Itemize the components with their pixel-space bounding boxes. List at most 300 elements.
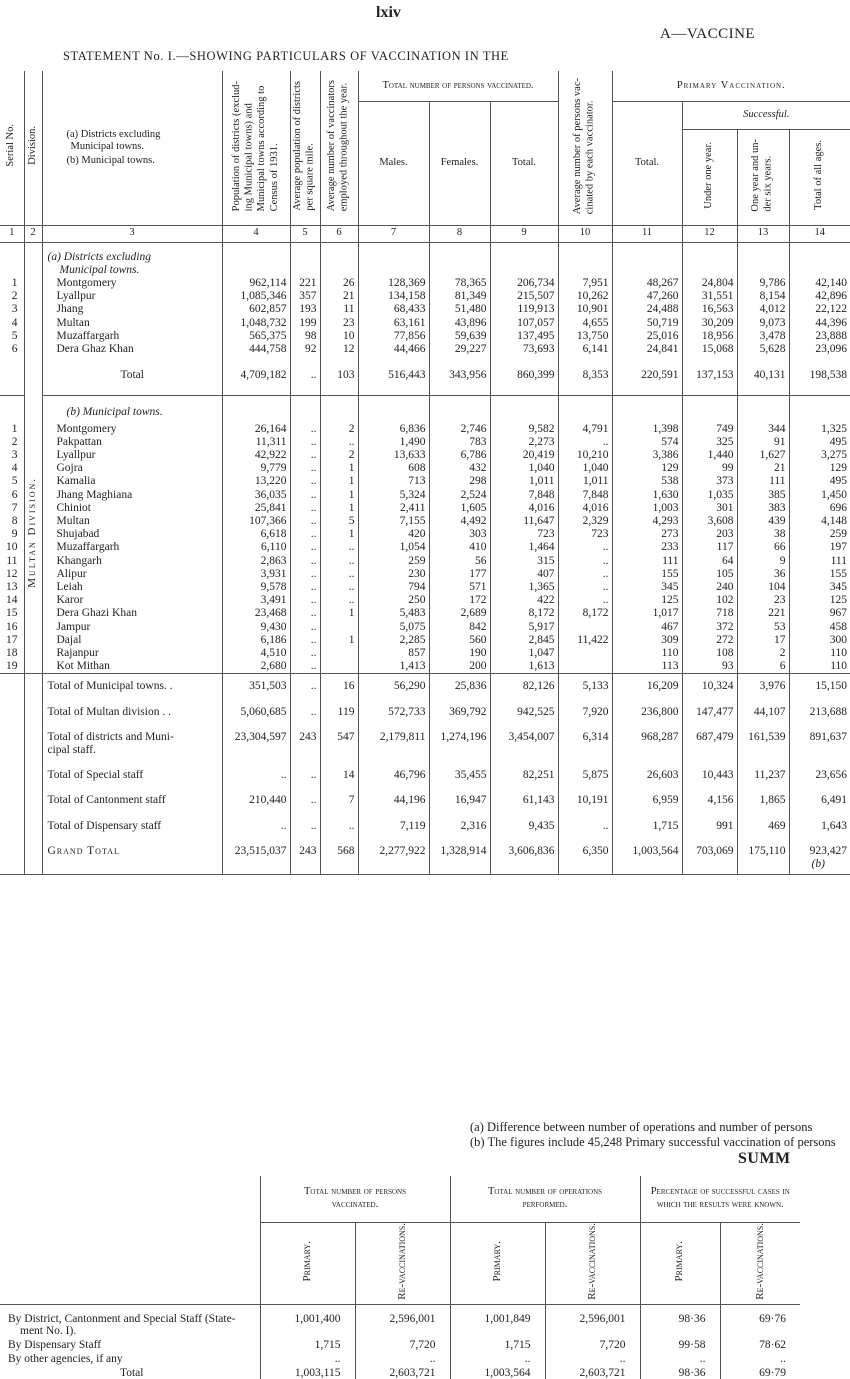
table-row (0, 290, 850, 303)
total-vaccinated-cell: 3,606,836 (490, 839, 558, 875)
avg-per-vaccinator-cell: 10,191 (558, 788, 612, 813)
serial-cell (0, 725, 24, 763)
all-ages-cell: 967 (789, 607, 850, 620)
vaccinators-cell: 23 (320, 317, 358, 330)
serial-cell: 16 (6, 620, 18, 633)
vaccinators-cell: 21 (320, 290, 358, 303)
summary-label-cell: Total (120, 1366, 144, 1379)
all-ages-cell: 345 (789, 581, 850, 594)
section-title: A—VACCINE (660, 26, 756, 42)
density-cell: .. (290, 366, 320, 385)
summary-value-cell: 69·76 (720, 1304, 800, 1337)
total-vaccinated-cell: 137,495 (490, 330, 558, 343)
summary-sub-revaccinations: Re-vaccinations. (545, 1222, 640, 1304)
division-cell (24, 814, 42, 839)
one-to-six-cell: 40,131 (737, 366, 789, 385)
under-one-cell: 18,956 (682, 330, 737, 343)
serial-cell (0, 674, 24, 700)
serial-cell: 5 (11, 475, 18, 488)
empty-cell (429, 396, 490, 423)
vaccinators-cell: 2 (320, 449, 358, 462)
males-cell: 230 (358, 568, 429, 581)
primary-total-cell: 4,293 (612, 515, 682, 528)
primary-total-cell: 220,591 (612, 366, 682, 385)
district-name-cell: Dera Ghaz Khan (42, 343, 222, 356)
avg-per-vaccinator-cell: 6,350 (558, 839, 612, 875)
under-one-cell: 991 (682, 814, 737, 839)
all-ages-cell: 42,896 (789, 290, 850, 303)
males-cell: 77,856 (358, 330, 429, 343)
district-name-cell: Muzaffargarh (42, 330, 222, 343)
vaccinators-cell: 547 (320, 725, 358, 763)
table-row (0, 515, 850, 528)
one-to-six-cell: 9,786 (737, 277, 789, 290)
density-cell: .. (290, 788, 320, 813)
total-label-cell: Total of Multan division . . (42, 700, 222, 725)
vaccinators-cell: 1 (320, 462, 358, 475)
vaccinators-cell: 16 (320, 674, 358, 700)
table-row (0, 568, 850, 581)
serial-cell (0, 396, 24, 423)
under-one-cell: 1,035 (682, 489, 737, 502)
serial-cell: 2 (11, 290, 18, 303)
avg-per-vaccinator-header: Average number of persons vac- cinated by each vaccinator. (558, 71, 612, 225)
summary-group-vaccinated: Total number of persons vaccinated. (260, 1176, 450, 1222)
males-cell: 857 (358, 647, 429, 660)
summary-value-cell: 1,715 (450, 1337, 545, 1351)
division-header: Division. (24, 71, 42, 225)
primary-total-cell: 309 (612, 634, 682, 647)
town-name-cell: Montgomery (42, 423, 222, 436)
avg-per-vaccinator-cell: 4,016 (558, 502, 612, 515)
primary-total-cell: 26,603 (612, 763, 682, 788)
density-cell: .. (290, 634, 320, 647)
vaccinators-cell: 14 (320, 763, 358, 788)
all-ages-cell: 197 (789, 541, 850, 554)
females-cell: 1,328,914 (429, 839, 490, 875)
population-cell: 210,440 (222, 788, 290, 813)
population-cell: 6,110 (222, 541, 290, 554)
all-ages-cell: 1,643 (789, 814, 850, 839)
vaccinators-cell: 5 (320, 515, 358, 528)
one-to-six-cell: 53 (737, 621, 789, 634)
all-ages-cell: 110 (789, 660, 850, 674)
under-one-cell: 15,068 (682, 343, 737, 356)
under-one-cell: 105 (682, 568, 737, 581)
town-name-cell: Leiah (42, 581, 222, 594)
population-cell: 42,922 (222, 449, 290, 462)
females-cell: 16,947 (429, 788, 490, 813)
total-vaccinated-cell: 9,435 (490, 814, 558, 839)
primary-total-cell: 233 (612, 541, 682, 554)
total-vaccinated-cell: 315 (490, 555, 558, 568)
primary-total-cell: 24,841 (612, 343, 682, 356)
total-label-cell: Total of Dispensary staff (42, 814, 222, 839)
division-cell (24, 303, 42, 316)
town-name-cell: Rajanpur (42, 647, 222, 660)
females-cell: 59,639 (429, 330, 490, 343)
total-vaccinated-cell: 1,365 (490, 581, 558, 594)
avg-per-vaccinator-cell: 7,920 (558, 700, 612, 725)
serial-cell: 18 (6, 646, 18, 659)
females-cell: 200 (429, 660, 490, 674)
vaccinators-cell: 103 (320, 366, 358, 385)
all-ages-cell: 23,888 (789, 330, 850, 343)
avg-per-vaccinator-cell: 2,329 (558, 515, 612, 528)
all-ages-cell: 3,275 (789, 449, 850, 462)
summary-sub-primary: Primary. (450, 1222, 545, 1304)
population-cell: 23,515,037 (222, 839, 290, 875)
total-vaccinated-cell: 407 (490, 568, 558, 581)
population-cell: 4,510 (222, 647, 290, 660)
females-cell: 560 (429, 634, 490, 647)
summary-value-cell: .. (640, 1351, 720, 1365)
population-cell: 23,304,597 (222, 725, 290, 763)
one-to-six-cell: 5,628 (737, 343, 789, 356)
table-row (0, 594, 850, 607)
vaccinators-cell: 1 (320, 528, 358, 541)
one-to-six-cell: 38 (737, 528, 789, 541)
density-header: Average population of districts per square mile. (290, 71, 320, 225)
one-to-six-cell: 9 (737, 555, 789, 568)
primary-total-cell: 47,260 (612, 290, 682, 303)
density-cell: .. (290, 462, 320, 475)
avg-per-vaccinator-cell (558, 621, 612, 634)
town-name-cell: Dera Ghazi Khan (42, 607, 222, 620)
vaccinators-cell: 1 (320, 502, 358, 515)
total-vaccinated-cell: 1,047 (490, 647, 558, 660)
males-cell: 250 (358, 594, 429, 607)
vaccinators-cell: .. (320, 568, 358, 581)
avg-per-vaccinator-cell: 4,791 (558, 423, 612, 436)
density-cell: 199 (290, 317, 320, 330)
serial-cell: 19 (6, 660, 18, 673)
total-vaccinated-cell: 82,251 (490, 763, 558, 788)
total-label-cell: Total of Special staff (42, 763, 222, 788)
table-row (0, 330, 850, 343)
population-cell: 962,114 (222, 277, 290, 290)
table-row (0, 277, 850, 290)
one-to-six-cell: 21 (737, 462, 789, 475)
avg-per-vaccinator-cell: 5,133 (558, 674, 612, 700)
vaccinators-cell: 1 (320, 475, 358, 488)
density-cell: .. (290, 436, 320, 449)
summary-value-cell: 99·58 (640, 1337, 720, 1351)
females-cell: 571 (429, 581, 490, 594)
total-vaccinated-cell: 8,172 (490, 607, 558, 620)
under-one-cell: 718 (682, 607, 737, 620)
town-name-cell: Kot Mithan (42, 660, 222, 674)
males-cell: 2,411 (358, 502, 429, 515)
statement-title: STATEMENT No. I.—SHOWING PARTICULARS OF VACCINATION IN THE (63, 49, 509, 63)
serial-cell: 5 (11, 329, 18, 342)
one-to-six-cell: 104 (737, 581, 789, 594)
one-to-six-cell: 439 (737, 515, 789, 528)
vaccinators-cell: .. (320, 555, 358, 568)
table-row (0, 436, 850, 449)
males-cell: 1,490 (358, 436, 429, 449)
males-cell: 1,054 (358, 541, 429, 554)
page-number: lxiv (376, 4, 401, 21)
section-b-heading-row (0, 396, 850, 423)
population-cell: .. (222, 814, 290, 839)
females-cell: 6,786 (429, 449, 490, 462)
density-cell: .. (290, 555, 320, 568)
vaccinators-cell: 568 (320, 839, 358, 875)
females-cell: 783 (429, 436, 490, 449)
empty-cell (789, 396, 850, 423)
density-cell: .. (290, 449, 320, 462)
avg-per-vaccinator-cell: 1,011 (558, 475, 612, 488)
density-cell: .. (290, 621, 320, 634)
town-name-cell: Karor (42, 594, 222, 607)
primary-total-cell: 467 (612, 621, 682, 634)
avg-per-vaccinator-cell (558, 660, 612, 674)
footnote-a: (a) Difference between number of operations and number of persons (470, 1120, 813, 1134)
summary-totals (0, 674, 850, 875)
one-to-six-cell: 175,110 (737, 839, 789, 875)
total-vaccinated-cell: 3,454,007 (490, 725, 558, 763)
table-row (0, 462, 850, 475)
total-vaccinated-cell: 119,913 (490, 303, 558, 316)
population-cell: 107,366 (222, 515, 290, 528)
all-ages-cell: 6,491 (789, 788, 850, 813)
division-cell (24, 343, 42, 356)
table-row (0, 541, 850, 554)
serial-cell: 11 (6, 554, 18, 567)
one-to-six-cell: 161,539 (737, 725, 789, 763)
under-one-cell: 687,479 (682, 725, 737, 763)
all-ages-cell: 129 (789, 462, 850, 475)
under-one-cell: 93 (682, 660, 737, 674)
primary-total-cell: 1,398 (612, 423, 682, 436)
females-cell: 25,836 (429, 674, 490, 700)
total-vaccinated-cell: 20,419 (490, 449, 558, 462)
under-one-cell: 64 (682, 555, 737, 568)
total-row (0, 839, 850, 875)
avg-per-vaccinator-cell (558, 647, 612, 660)
all-ages-cell: 23,656 (789, 763, 850, 788)
females-cell: 51,480 (429, 303, 490, 316)
males-cell: 516,443 (358, 366, 429, 385)
division-cell (24, 277, 42, 290)
all-ages-cell: 42,140 (789, 277, 850, 290)
all-ages-cell: 1,325 (789, 423, 850, 436)
summary-sub-revaccinations: Re-vaccinations. (355, 1222, 450, 1304)
summary-row (0, 1337, 800, 1351)
division-cell (24, 839, 42, 875)
total-vaccinated-cell: 4,016 (490, 502, 558, 515)
empty-cell (222, 396, 290, 423)
vaccinators-cell: 1 (320, 489, 358, 502)
district-name-cell: Montgomery (42, 277, 222, 290)
all-ages-cell: 110 (789, 647, 850, 660)
summary-label-cell: By Dispensary Staff (8, 1338, 102, 1351)
one-to-six-cell: 8,154 (737, 290, 789, 303)
all-ages-cell: 44,396 (789, 317, 850, 330)
total-row (0, 700, 850, 725)
primary-total-cell: 50,719 (612, 317, 682, 330)
avg-per-vaccinator-cell: 723 (558, 528, 612, 541)
serial-cell: 1 (11, 276, 18, 289)
males-cell: 259 (358, 555, 429, 568)
vaccinators-cell: 7 (320, 788, 358, 813)
summary-value-cell: 1,001,849 (450, 1304, 545, 1337)
total-vaccinated-cell: 73,693 (490, 343, 558, 356)
total-label-cell: Total (42, 366, 222, 385)
one-to-six-cell: 36 (737, 568, 789, 581)
summary-value-cell: 7,720 (355, 1337, 450, 1351)
summary-group-percentage: Percentage of successful cases in which the results were known. (640, 1176, 800, 1222)
serial-cell: 14 (6, 594, 18, 607)
summary-value-cell: 7,720 (545, 1337, 640, 1351)
primary-total-cell: 110 (612, 647, 682, 660)
population-cell: 11,311 (222, 436, 290, 449)
total-row (0, 788, 850, 813)
primary-total-cell: 538 (612, 475, 682, 488)
density-cell: .. (290, 607, 320, 620)
table-row (0, 449, 850, 462)
one-to-six-cell: 91 (737, 436, 789, 449)
males-cell: 5,324 (358, 489, 429, 502)
empty-cell (612, 396, 682, 423)
town-name-cell: Kamalia (42, 475, 222, 488)
serial-cell: 13 (6, 580, 18, 593)
population-cell: 1,085,346 (222, 290, 290, 303)
summary-value-cell: 1,001,400 (260, 1304, 355, 1337)
table-row (0, 528, 850, 541)
total-row (0, 814, 850, 839)
summary-value-cell: 2,603,721 (355, 1365, 450, 1379)
avg-per-vaccinator-cell: .. (558, 436, 612, 449)
vaccinators-cell: .. (320, 814, 358, 839)
under-one-cell: 749 (682, 423, 737, 436)
under-one-cell: 3,608 (682, 515, 737, 528)
under-one-cell: 301 (682, 502, 737, 515)
population-cell: 9,578 (222, 581, 290, 594)
serial-cell (0, 763, 24, 788)
primary-total-cell: 1,003,564 (612, 839, 682, 875)
district-name-cell: Lyallpur (42, 290, 222, 303)
density-cell: .. (290, 594, 320, 607)
under-one-cell: 30,209 (682, 317, 737, 330)
serial-cell: 6 (11, 342, 18, 355)
density-cell: .. (290, 502, 320, 515)
avg-per-vaccinator-cell: 6,314 (558, 725, 612, 763)
primary-total-cell: 155 (612, 568, 682, 581)
empty-cell (490, 396, 558, 423)
under-one-cell: 108 (682, 647, 737, 660)
total-vaccinated-cell: 422 (490, 594, 558, 607)
avg-per-vaccinator-cell: 13,750 (558, 330, 612, 343)
males-cell: 5,483 (358, 607, 429, 620)
one-to-six-cell: 11,237 (737, 763, 789, 788)
primary-total-cell: 129 (612, 462, 682, 475)
section-b-body (0, 396, 850, 674)
under-one-cell: 240 (682, 581, 737, 594)
vaccinators-cell (320, 621, 358, 634)
density-cell: 193 (290, 303, 320, 316)
summary-value-cell: .. (545, 1351, 640, 1365)
males-cell: 128,369 (358, 277, 429, 290)
serial-cell (0, 366, 24, 385)
primary-total-cell: 574 (612, 436, 682, 449)
empty-cell (558, 396, 612, 423)
females-cell: 842 (429, 621, 490, 634)
avg-per-vaccinator-cell: 4,655 (558, 317, 612, 330)
population-cell: 25,841 (222, 502, 290, 515)
successful-header: Successful. (682, 101, 850, 129)
under-one-cell: 4,156 (682, 788, 737, 813)
primary-total-cell: 1,003 (612, 502, 682, 515)
primary-total-cell: 1,017 (612, 607, 682, 620)
town-name-cell: Jhang Maghiana (42, 489, 222, 502)
total-header: Total. (490, 101, 558, 225)
primary-vaccination-header: Primary Vaccination. (612, 71, 850, 101)
summary-sub-primary: Primary. (260, 1222, 355, 1304)
town-name-cell: Lyallpur (42, 449, 222, 462)
all-ages-cell: 155 (789, 568, 850, 581)
primary-total-cell: 273 (612, 528, 682, 541)
under-one-cell: 272 (682, 634, 737, 647)
under-one-cell: 137,153 (682, 366, 737, 385)
table-row (0, 423, 850, 436)
all-ages-cell: 125 (789, 594, 850, 607)
all-ages-cell: 458 (789, 621, 850, 634)
all-ages-cell: 4,148 (789, 515, 850, 528)
avg-per-vaccinator-cell: .. (558, 568, 612, 581)
one-to-six-cell: 385 (737, 489, 789, 502)
town-name-cell: Muzaffargarh (42, 541, 222, 554)
total-vaccinated-cell: 9,582 (490, 423, 558, 436)
males-cell: 63,161 (358, 317, 429, 330)
table-row (0, 660, 850, 674)
serial-cell: 3 (11, 448, 18, 461)
population-cell: 351,503 (222, 674, 290, 700)
table-row (0, 647, 850, 660)
one-to-six-cell: 23 (737, 594, 789, 607)
vaccinators-cell: 1 (320, 634, 358, 647)
vaccinators-cell: .. (320, 436, 358, 449)
serial-cell: 15 (6, 607, 18, 620)
serial-header: Serial No. (0, 71, 24, 225)
serial-cell: 4 (11, 316, 18, 329)
total-vaccinated-cell: 723 (490, 528, 558, 541)
population-cell: 9,779 (222, 462, 290, 475)
serial-cell: 17 (6, 633, 18, 646)
serial-cell (0, 788, 24, 813)
table-row (0, 343, 850, 356)
females-cell: 56 (429, 555, 490, 568)
total-vaccinated-cell: 107,057 (490, 317, 558, 330)
males-cell: 44,196 (358, 788, 429, 813)
males-cell: 713 (358, 475, 429, 488)
empty-cell (290, 396, 320, 423)
vaccinators-cell: 10 (320, 330, 358, 343)
primary-total-cell: 6,959 (612, 788, 682, 813)
avg-per-vaccinator-cell: 7,848 (558, 489, 612, 502)
population-cell: 6,618 (222, 528, 290, 541)
division-cell (24, 700, 42, 725)
one-to-six-cell: 383 (737, 502, 789, 515)
division-cell (24, 290, 42, 303)
all-ages-cell: 111 (789, 555, 850, 568)
primary-total-cell: 3,386 (612, 449, 682, 462)
total-label-cell: Total of districts and Muni- cipal staff. (42, 725, 222, 763)
table-row (0, 621, 850, 634)
section-a-heading: (a) Districts excluding Municipal towns. (42, 242, 222, 277)
females-cell: 410 (429, 541, 490, 554)
